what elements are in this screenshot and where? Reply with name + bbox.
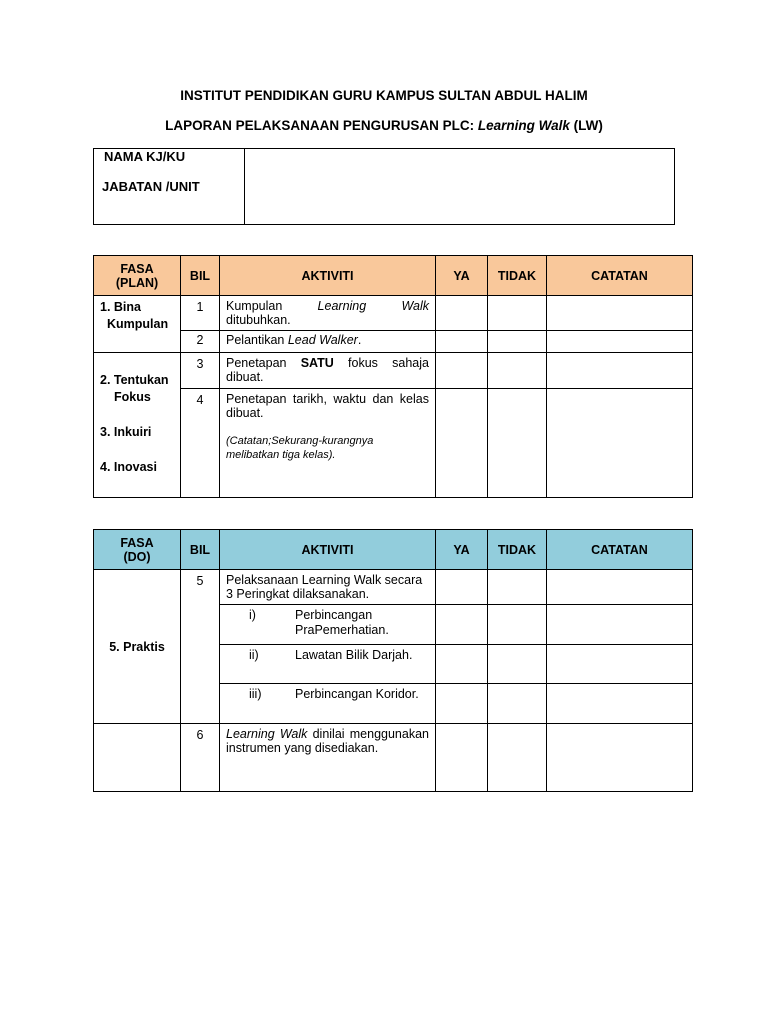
bil-2: 2 [181, 331, 220, 353]
plan-catatan-header: CATATAN [547, 256, 693, 296]
tidak-cell-5i[interactable] [488, 605, 547, 645]
fasa1-line-a: 1. Bina [100, 300, 141, 314]
info-table [93, 148, 675, 225]
ya-cell-4[interactable] [436, 389, 488, 498]
plan-bil-header: BIL [181, 256, 220, 296]
plan-ya-header: YA [436, 256, 488, 296]
aktiviti-3 [220, 353, 436, 389]
report-title-prefix: LAPORAN PELAKSANAAN PENGURUSAN PLC: [165, 118, 478, 133]
do-table [93, 529, 693, 792]
ya-cell-5i[interactable] [436, 605, 488, 645]
plan-table [93, 255, 693, 498]
sub-2-num: ii) [249, 648, 259, 662]
plan-header-row [94, 256, 693, 296]
aktiviti-4-text: Penetapan tarikh, waktu dan kelas dibuat. [226, 392, 429, 420]
sub-activity-2 [220, 645, 436, 684]
ya-cell-3[interactable] [436, 353, 488, 389]
plan-fasa-header [94, 256, 181, 296]
do-ya-header: YA [436, 530, 488, 570]
aktiviti-6 [220, 724, 436, 792]
sub-activity-3 [220, 684, 436, 724]
bil-3: 3 [181, 353, 220, 389]
sub-2-text: Lawatan Bilik Darjah. [295, 648, 413, 662]
fasa-empty-cell [94, 724, 181, 792]
bil-1: 1 [181, 296, 220, 331]
fasa-bina-kumpulan [94, 296, 181, 353]
catatan-cell-3[interactable] [547, 353, 693, 389]
catatan-cell-2[interactable] [547, 331, 693, 353]
table-row [94, 724, 693, 792]
aktiviti-5: Pelaksanaan Learning Walk secara 3 Peringkat dilaksanakan. [220, 570, 436, 605]
aktiviti-1-a: Kumpulan [226, 299, 318, 313]
do-header-row [94, 530, 693, 570]
fasa4-label: 4. Inovasi [100, 460, 157, 474]
plan-fasa-line2: (PLAN) [115, 275, 159, 290]
do-fasa-line1: FASA [120, 535, 154, 550]
ya-cell-5[interactable] [436, 570, 488, 605]
catatan-cell-4[interactable] [547, 389, 693, 498]
aktiviti-3-bold: SATU [300, 356, 334, 370]
catatan-cell-5i[interactable] [547, 605, 693, 645]
aktiviti-4-note: (Catatan;Sekurang-kurangnya melibatkan tiga kelas). [226, 435, 374, 461]
tidak-cell-5iii[interactable] [488, 684, 547, 724]
do-bil-header: BIL [181, 530, 220, 570]
fasa2-line-b: Fokus [114, 390, 151, 404]
table-row [94, 570, 693, 605]
plan-aktiviti-header: AKTIVITI [220, 256, 436, 296]
sub-3-num: iii) [249, 687, 262, 701]
report-title [0, 118, 768, 133]
fasa-tentukan-inkuiri-inovasi [94, 353, 181, 498]
plan-fasa-line1: FASA [120, 261, 154, 276]
aktiviti-2-b: . [357, 333, 362, 347]
tidak-cell-5[interactable] [488, 570, 547, 605]
catatan-cell-5ii[interactable] [547, 645, 693, 684]
aktiviti-3-a: Penetapan [226, 356, 301, 370]
aktiviti-1-italic: Learning Walk [317, 299, 429, 313]
table-row [94, 389, 693, 498]
ya-cell-5iii[interactable] [436, 684, 488, 724]
bil-4: 4 [181, 389, 220, 498]
info-labels-cell [94, 149, 245, 225]
jabatan-label: JABATAN /UNIT [102, 179, 200, 194]
catatan-cell-1[interactable] [547, 296, 693, 331]
tidak-cell-2[interactable] [488, 331, 547, 353]
aktiviti-1 [220, 296, 436, 331]
do-catatan-header: CATATAN [547, 530, 693, 570]
report-title-suffix: (LW) [569, 118, 603, 133]
aktiviti-4 [220, 389, 436, 498]
aktiviti-3-b: fokus sahaja dibuat. [226, 356, 429, 384]
institution-title: INSTITUT PENDIDIKAN GURU KAMPUS SULTAN ABDUL HALIM [180, 88, 588, 103]
ya-cell-1[interactable] [436, 296, 488, 331]
fasa3-label: 3. Inkuiri [100, 425, 152, 439]
fasa2-line-a: 2. Tentukan [100, 373, 169, 387]
table-row [94, 296, 693, 331]
fasa-praktis: 5. Praktis [94, 570, 181, 724]
ya-cell-6[interactable] [436, 724, 488, 792]
aktiviti-6-b: dinilai menggunakan instrumen yang disediakan. [226, 727, 429, 755]
ya-cell-2[interactable] [436, 331, 488, 353]
do-fasa-line2: (DO) [123, 549, 151, 564]
sub-3-text: Perbincangan Koridor. [295, 687, 419, 701]
table-row [94, 353, 693, 389]
sub-activity-1 [220, 605, 436, 645]
nama-label: NAMA KJ/KU [104, 149, 186, 164]
catatan-cell-6[interactable] [547, 724, 693, 792]
tidak-cell-1[interactable] [488, 296, 547, 331]
report-title-italic: Learning Walk [477, 118, 570, 133]
table-row [94, 331, 693, 353]
catatan-cell-5iii[interactable] [547, 684, 693, 724]
aktiviti-2-a: Pelantikan [226, 333, 288, 347]
aktiviti-1-b: ditubuhkan. [226, 313, 291, 327]
tidak-cell-3[interactable] [488, 353, 547, 389]
plan-tidak-header: TIDAK [488, 256, 547, 296]
catatan-cell-5[interactable] [547, 570, 693, 605]
do-tidak-header: TIDAK [488, 530, 547, 570]
do-fasa-header [94, 530, 181, 570]
sub-1-text: Perbincangan PraPemerhatian. [295, 608, 389, 637]
fasa1-line-b: Kumpulan [107, 317, 169, 331]
bil-6: 6 [181, 724, 220, 792]
do-aktiviti-header: AKTIVITI [220, 530, 436, 570]
aktiviti-6-italic: Learning Walk [226, 727, 308, 741]
info-value-field[interactable] [245, 149, 675, 225]
tidak-cell-5ii[interactable] [488, 645, 547, 684]
sub-1-num: i) [249, 608, 256, 622]
tidak-cell-6[interactable] [488, 724, 547, 792]
bil-5: 5 [181, 570, 220, 724]
aktiviti-2 [220, 331, 436, 353]
tidak-cell-4[interactable] [488, 389, 547, 498]
aktiviti-2-italic: Lead Walker [287, 333, 358, 347]
ya-cell-5ii[interactable] [436, 645, 488, 684]
